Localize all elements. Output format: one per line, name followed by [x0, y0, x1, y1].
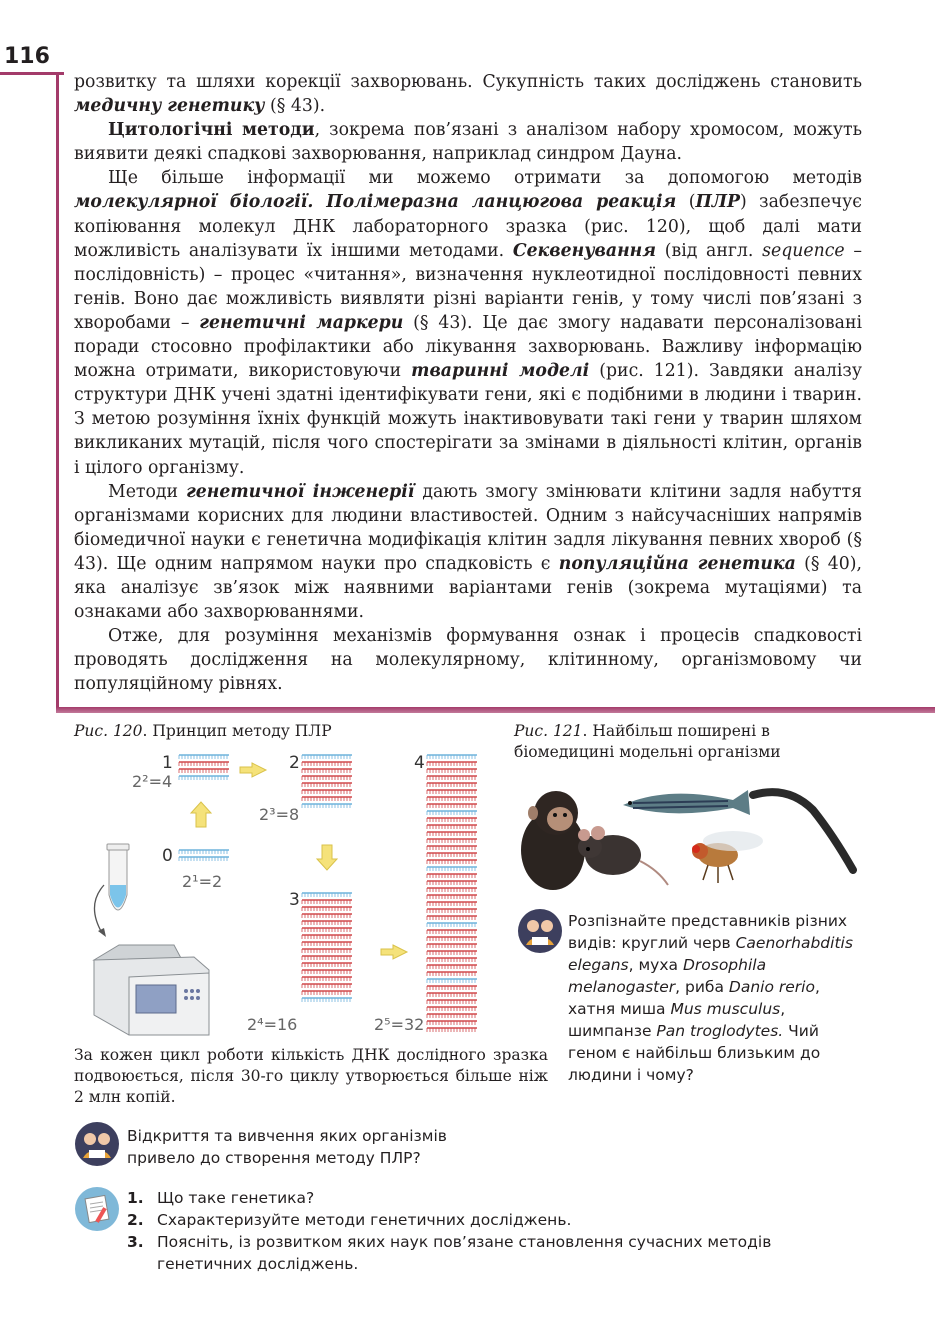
dna-strand	[427, 1007, 477, 1011]
dna-strand	[427, 930, 477, 934]
dna-strand	[427, 846, 477, 850]
frame-top-rule	[0, 72, 64, 75]
cycle-4-number: 4	[414, 753, 425, 773]
question-number: 1.	[127, 1189, 144, 1207]
question-text: Схарактеризуйте методи генетичних досліджень.	[157, 1211, 572, 1229]
text-run: Методи	[108, 481, 187, 502]
dna-strand	[302, 797, 352, 801]
text-run: (§ 43). Це дає змогу надавати персоналізовані поради стосовно профілактики або лікування захворювань. Важливу інформацію можна отримати, використовуючи	[74, 312, 862, 382]
frame-left-rule	[56, 72, 59, 712]
emphasis-term: медичну генетику	[74, 96, 265, 117]
dna-strand	[302, 914, 352, 918]
dna-strand	[427, 881, 477, 885]
dna-strand	[179, 850, 229, 854]
dna-strand	[427, 860, 477, 864]
dna-strand	[302, 984, 352, 988]
dna-strand	[302, 942, 352, 946]
text-run: ) забезпечує копіювання молекул ДНК лабораторного зразка (рис. 120), щоб далі мати можливість аналізувати їх іншими методами.	[74, 192, 862, 261]
dna-strand	[302, 998, 352, 1002]
dna-strand	[179, 857, 229, 861]
dna-strand	[302, 762, 352, 766]
dna-strand	[427, 832, 477, 836]
dna-strand	[427, 804, 477, 808]
dna-strand	[427, 1028, 477, 1032]
dna-strand	[427, 944, 477, 948]
dna-strand	[427, 867, 477, 871]
dna-strand	[302, 755, 352, 759]
dna-strand	[179, 762, 229, 766]
emphasis-term: Mus musculus	[670, 1000, 781, 1018]
dna-strand	[302, 804, 352, 808]
dna-strand	[427, 811, 477, 815]
emphasis-term: генетичної інженерії	[186, 481, 415, 502]
text-run: , шимпанзе	[568, 1000, 786, 1040]
text-run: Чий геном є найбільш близьким до людини і чому?	[568, 1022, 821, 1084]
dna-strand	[427, 1021, 477, 1025]
students-icon	[518, 909, 562, 953]
arrow-down-icon	[317, 845, 337, 870]
emphasis-term: sequence	[762, 240, 845, 261]
dna-strand	[427, 923, 477, 927]
text-run: розвитку та шляхи корекції захворювань. Сукупність таких досліджень становить	[74, 72, 862, 92]
dna-strand	[427, 1014, 477, 1018]
dna-strand	[427, 762, 477, 766]
dna-strand	[427, 790, 477, 794]
arrow-right-icon	[381, 945, 407, 959]
dna-strand	[302, 769, 352, 773]
text-run: , хатня миша	[568, 978, 820, 1018]
text-run: (§ 40), яка аналізує зв’язок між наявними варіантами генів (зокрема мутаціями) та ознаками або захворюваннями.	[74, 553, 862, 623]
question-text: Що таке генетика?	[157, 1189, 315, 1207]
dna-strands	[179, 755, 477, 1032]
dna-strand	[302, 963, 352, 967]
cycle-1-number: 1	[162, 753, 173, 773]
dna-strand	[427, 958, 477, 962]
dna-strand	[302, 921, 352, 925]
dna-strand	[427, 1000, 477, 1004]
figure-121-caption	[514, 721, 874, 763]
formula-2-1: 2¹=2	[182, 872, 223, 891]
dna-strand	[427, 797, 477, 801]
dna-strand	[427, 909, 477, 913]
dna-strand	[427, 972, 477, 976]
dna-strand	[302, 991, 352, 995]
dna-strand	[302, 956, 352, 960]
emphasis-term: молекулярної біології. Полімеразна ланцюгова реакція	[74, 192, 677, 213]
dna-strand	[427, 937, 477, 941]
dna-strand	[427, 895, 477, 899]
thermocycler-icon	[94, 945, 209, 1035]
pcr-diagram	[74, 745, 514, 1040]
text-run: (§ 43).	[264, 96, 326, 117]
text-run: Отже, для розуміння механізмів формування ознак і процесів спадковості проводять дослідження на молекулярному, клітинному, організмовому чи популяційному рівнях.	[74, 626, 862, 695]
dna-strand	[179, 776, 229, 780]
pcr-question: Відкриття та вивчення яких організмів привело до створення методу ПЛР?	[127, 1127, 447, 1167]
dna-strand	[427, 755, 477, 759]
emphasis-term: Caenorhabditis elegans	[568, 934, 853, 974]
dna-strand	[427, 769, 477, 773]
figure-120-note: За кожен цикл роботи кількість ДНК дослідного зразка подвоюється, після 30-го циклу утворюється більше ніж 2 млн копій.	[74, 1046, 548, 1106]
dna-strand	[302, 790, 352, 794]
formula-2-3: 2³=8	[259, 805, 300, 824]
dna-strand	[302, 893, 352, 897]
paragraph-3	[74, 166, 862, 479]
question-item	[127, 1209, 827, 1231]
dna-strand	[427, 853, 477, 857]
fruit-fly-image	[692, 831, 763, 883]
roundworm-image	[753, 792, 853, 870]
figure-120-title: . Принцип методу ПЛР	[142, 722, 332, 740]
text-run: – послідовність) – процес «читання», визначення нуклеотидної послідовності певних генів. Воно дає можливість виявляти різні варіанти генів, у тому числі пов’язані з хворобами –	[74, 240, 863, 333]
dna-strand	[302, 776, 352, 780]
question-item	[127, 1231, 827, 1275]
question-number: 3.	[127, 1233, 144, 1251]
text-run: (від англ.	[656, 240, 763, 261]
question-number: 2.	[127, 1211, 144, 1229]
text-run: , муха	[628, 956, 683, 974]
paragraph-4	[74, 480, 862, 625]
formula-2-2: 2²=4	[132, 772, 173, 791]
dna-strand	[427, 916, 477, 920]
dna-strand	[427, 839, 477, 843]
formula-2-5: 2⁵=32	[374, 1015, 425, 1034]
dna-strand	[302, 900, 352, 904]
dna-strand	[427, 902, 477, 906]
emphasis-term: Цитологічні методи	[108, 120, 315, 141]
figure-121-task	[568, 910, 868, 1086]
mouse-image	[578, 826, 668, 885]
review-questions	[127, 1187, 827, 1275]
paragraph-2	[74, 118, 862, 166]
model-organisms-photo	[518, 775, 858, 893]
dna-strand	[302, 949, 352, 953]
text-run: (рис. 121). Завдяки аналізу структури ДНК учені здатні ідентифікувати гени, які є подібними в людини і тварин. З метою розуміння їхніх функцій можуть інактивовувати такі гени у тварин шляхом викликаних мутацій, після чого спостерігати за змінами в діяльності клітин, органів і цілого організму.	[74, 361, 863, 478]
test-tube-icon	[94, 844, 129, 937]
text-run: Ще більше інформації ми можемо отримати за допомогою методів	[108, 168, 862, 189]
chimpanzee-image	[521, 791, 585, 890]
notebook-icon	[75, 1187, 119, 1231]
frame-bottom-rule	[56, 707, 935, 713]
emphasis-term: популяційна генетика	[558, 553, 796, 574]
dna-strand	[302, 935, 352, 939]
emphasis-term: ПЛР	[695, 192, 741, 213]
page-number: 116	[4, 44, 50, 69]
emphasis-term: Drosophila melanogaster	[568, 956, 767, 996]
arrow-right-icon	[240, 763, 266, 777]
cycle-0-number: 0	[162, 846, 173, 866]
dna-strand	[427, 783, 477, 787]
emphasis-term: Секвенування	[512, 240, 657, 261]
dna-strand	[427, 979, 477, 983]
dna-strand	[427, 776, 477, 780]
dna-strand	[302, 783, 352, 787]
emphasis-term: генетичні маркери	[199, 312, 404, 333]
text-run: (	[676, 192, 696, 213]
figure-121-label: Рис. 121	[514, 722, 583, 740]
figure-120-caption	[74, 721, 494, 742]
emphasis-term: тваринні моделі	[411, 361, 590, 382]
zebrafish-image	[623, 790, 750, 815]
dna-strand	[427, 874, 477, 878]
dna-strand	[302, 928, 352, 932]
text-run: , риба	[675, 978, 729, 996]
text-run: Розпізнайте представників різних видів: круглий черв	[568, 912, 848, 952]
emphasis-term: Danio rerio	[728, 978, 815, 996]
paragraph-1	[74, 70, 862, 118]
dna-strand	[302, 907, 352, 911]
arrow-up-icon	[191, 802, 211, 827]
students-icon	[75, 1122, 119, 1166]
text-run: дають змогу змінювати клітини задля набуття організмами корисних для людини властивостей. Одним з найсучасніших напрямів біомедичної науки є генетична модифікація клітин задля лікування певних хвороб (§ 43). Ще одним напрямом науки про спадковість є	[74, 481, 862, 574]
dna-strand	[427, 993, 477, 997]
cycle-2-number: 2	[289, 753, 300, 773]
figure-120-label: Рис. 120	[74, 722, 143, 740]
question-item	[127, 1187, 827, 1209]
emphasis-term: Pan troglodytes.	[656, 1022, 784, 1040]
dna-strand	[179, 769, 229, 773]
formula-2-4: 2⁴=16	[247, 1015, 298, 1034]
dna-strand	[302, 977, 352, 981]
text-run: , зокрема пов’язані з аналізом набору хромосом, можуть виявити деякі спадкові захворювання, наприклад синдром Дауна.	[74, 120, 862, 165]
question-text: Поясніть, із розвитком яких наук пов’язане становлення сучасних методів генетичних досліджень.	[157, 1233, 772, 1273]
dna-strand	[427, 818, 477, 822]
dna-strand	[427, 888, 477, 892]
figure-121-title: . Найбільш поширені в біомедицині модельні організми	[514, 722, 781, 761]
dna-strand	[427, 965, 477, 969]
main-text	[74, 70, 862, 696]
dna-strand	[427, 986, 477, 990]
dna-strand	[179, 755, 229, 759]
paragraph-5	[74, 624, 862, 696]
dna-strand	[302, 970, 352, 974]
cycle-3-number: 3	[289, 890, 300, 910]
dna-strand	[427, 825, 477, 829]
dna-strand	[427, 951, 477, 955]
